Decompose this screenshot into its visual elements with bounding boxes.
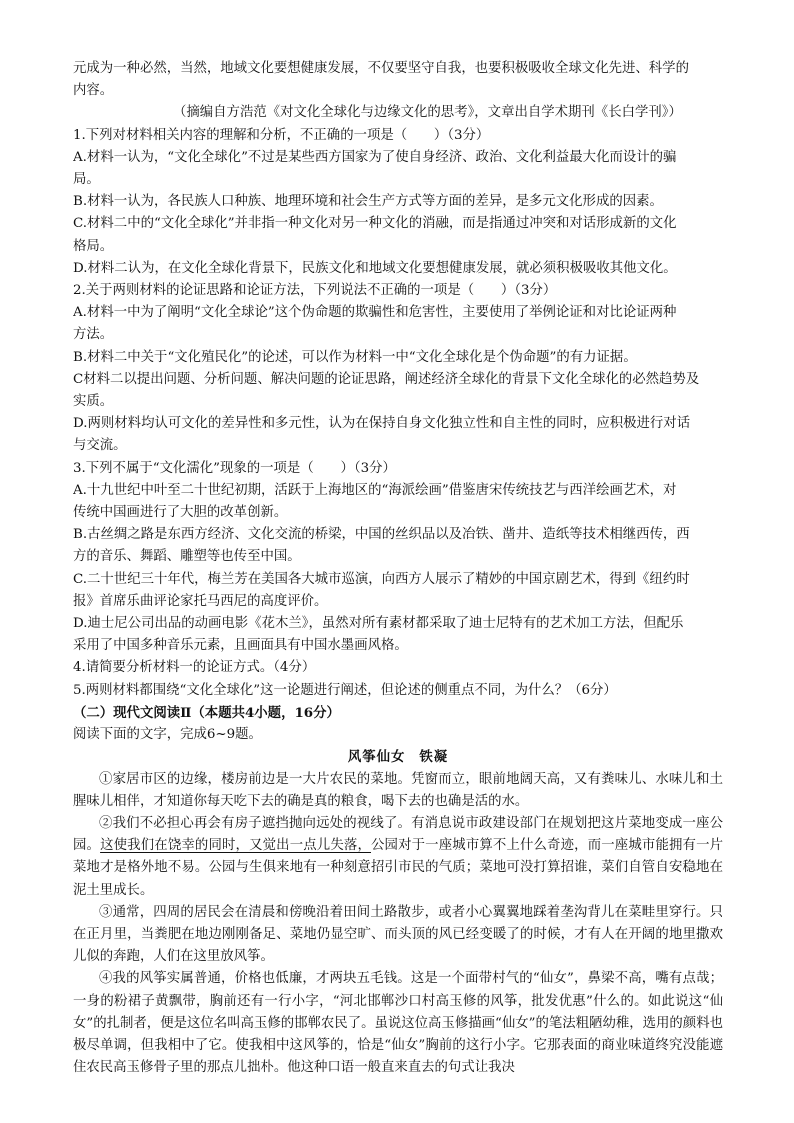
- article-author: 铁凝: [419, 749, 449, 766]
- q2-option-d-line-2: 与交流。: [73, 438, 127, 454]
- q2-option-b: B.材料二中关于“文化殖民化”的论述，可以作为材料一中“文化全球化是个伪命题”的有力证据。: [73, 349, 637, 365]
- q4: 4.请简要分析材料一的论证方式。（4分）: [73, 660, 316, 676]
- article-paragraph-4: ④我的风筝实属普通，价格也低廉，才两块五毛钱。这是一个面带村气的“仙女”，鼻梁不高，嘴有点哉；一身的粉裙子黄飘带，胸前还有一行小字，“河北邯郸沙口村高玉修的风筝，批发优惠”什么的。如此说这“仙女”的扎制者，便是这位名叫高玉修的邯郸农民了。虽说这位高玉修描画“仙女”的笔法粗陋幼稚，选用的颜料也极尽单调，但我相中了它。使我相中这风筝的，恰是“仙女”胸前的这行小字。它那表面的商业味道终究没能遮住农民高玉修骨子里的那点儿拙朴。他这种口语一般直来直去的句式让我决: [73, 971, 723, 1076]
- q2-option-a-line-1: A.材料一中为了阐明“文化全球论”这个伪命题的欺骗性和危害性，主要使用了举例论证和对比论证两种: [73, 305, 677, 321]
- q1-option-d: D.材料二认为，在文化全球化背景下，民族文化和地域文化要想健康发展，就必须积极吸收其他文化。: [73, 260, 677, 276]
- article-title: 风筝仙女: [347, 749, 406, 766]
- q3-option-c-line-2: 报》首席乐曲评论家托马西尼的高度评价。: [73, 593, 328, 609]
- source-note: （摘编自方浩范《对文化全球化与边缘文化的思考》，文章出自学术期刊《长白学刊》）: [173, 105, 682, 121]
- q1-stem: 1.下列对材料相关内容的理解和分析，不正确的一项是（ ）（3分）: [73, 127, 490, 143]
- material-one-tail-line-1: 元成为一种必然，当然，地域文化要想健康发展，不仅要坚守自我，也要积极吸收全球文化先进、科学的: [73, 61, 689, 76]
- q1-option-c-line-2: 格局。: [73, 238, 114, 254]
- q2-option-d-line-1: D.两则材料均认可文化的差异性和多元性，认为在保持自身文化独立性和自主性的同时，应积极进行对话: [73, 416, 691, 432]
- article-paragraph-3: ③通常，四周的居民会在清晨和傍晚沿着田间土路散步，或者小心翼翼地踩着垄沟背儿在菜畦里穿行。只在正月里，当粪肥在地边刚刚备足、菜地仍显空旷、而头顶的风已经变暖了的时候，才有人在开阔的地里撒欢儿似的奔跑，人们在这里放风筝。: [73, 904, 723, 965]
- article-paragraph-1: ①家居市区的边缘，楼房前边是一大片农民的菜地。凭窗而立，眼前地阔天高，又有粪味儿、水味儿和土腥味儿相伴，才知道你每天吃下去的确是真的粮食，喝下去的也确是活的水。: [73, 771, 723, 809]
- q3-option-a-line-1: A.十九世纪中叶至二十世纪初期，活跃于上海地区的“海派绘画”借鉴唐宋传统技艺与西洋绘画艺术，对: [73, 482, 677, 498]
- q3-stem: 3.下列不属于“文化濡化”现象的一项是（ ）（3分）: [73, 460, 396, 476]
- q1-option-a-line-1: A.材料一认为，“文化全球化”不过是某些西方国家为了使自身经济、政治、文化利益最大化而设计的骗: [73, 149, 677, 165]
- q2-option-a-line-2: 方法。: [73, 327, 114, 343]
- q3-option-b-line-1: B.古丝绸之路是东西方经济、文化交流的桥梁，中国的丝织品以及冶铁、凿井、造纸等技术相继西传，西: [73, 527, 690, 543]
- article-paragraph-2: [73, 813, 723, 902]
- q2-option-c-line-1: C材料二以提出问题、分析问题、解决问题的论证思路，阐述经济全球化的背景下文化全球化的必然趋势及: [73, 371, 700, 387]
- section-2-heading: （二）现代文阅读Ⅱ（本题共4小题，16分）: [73, 704, 340, 721]
- p2-text-after: 公园对于一座城市算不上什么奇迹，而一座城市能拥有一片菜地才是格外地不易。公园与生俱来地有一种刻意招引市民的气质；菜地可没打算招谁，菜们自管自安稳地在泥土里成长。: [73, 838, 724, 898]
- q3-option-c-line-1: C.二十世纪三十年代，梅兰芳在美国各大城市巡演，向西方人展示了精妙的中国京剧艺术，得到《纽约时: [73, 571, 690, 587]
- exam-page: [73, 58, 723, 1079]
- q1-option-a-line-2: 局。: [73, 172, 100, 188]
- q2-stem: 2.关于两则材料的论证思路和论证方法，下列说法不正确的一项是（ ）（3分）: [73, 283, 557, 299]
- material-one-tail-line-2: 内容。: [73, 83, 114, 99]
- q1-option-c-line-1: C.材料二中的“文化全球化”并非指一种文化对另一种文化的消融，而是指通过冲突和对话形成新的文化: [73, 216, 677, 232]
- q3-option-a-line-2: 传统中国画进行了大胆的改革创新。: [73, 505, 288, 521]
- q1-option-b: B.材料一认为，各民族人口种族、地理环境和社会生产方式等方面的差异，是多元文化形成的因素。: [73, 194, 663, 210]
- article-title-block: [73, 746, 723, 768]
- q2-option-c-line-2: 实质。: [73, 394, 114, 410]
- p2-underlined-sentence: 这使我们在饶幸的同时，又觉出一点儿失落，: [100, 838, 371, 854]
- q3-option-d-line-1: D.迪士尼公司出品的动画电影《花木兰》，虽然对所有素材都采取了迪士尼特有的艺术加工方法，但配乐: [73, 616, 684, 632]
- q5: 5.两则材料都围绕“文化全球化”这一论题进行阐述，但论述的侧重点不同，为什么？（6分）: [73, 682, 617, 698]
- q3-option-d-line-2: 采用了中国多种音乐元素，且画面具有中国水墨画风格。: [73, 638, 408, 654]
- p2-text-before: ②我们不必担心再会有房子遮挡抛向远处的视线了。有消息说市政建设部门在规划把这片菜地变成一座公园。: [73, 815, 723, 854]
- section-2-instruction: 阅读下面的文字，完成6~9题。: [73, 727, 262, 743]
- q3-option-b-line-2: 方的音乐、舞蹈、雕塑等也传至中国。: [73, 549, 301, 565]
